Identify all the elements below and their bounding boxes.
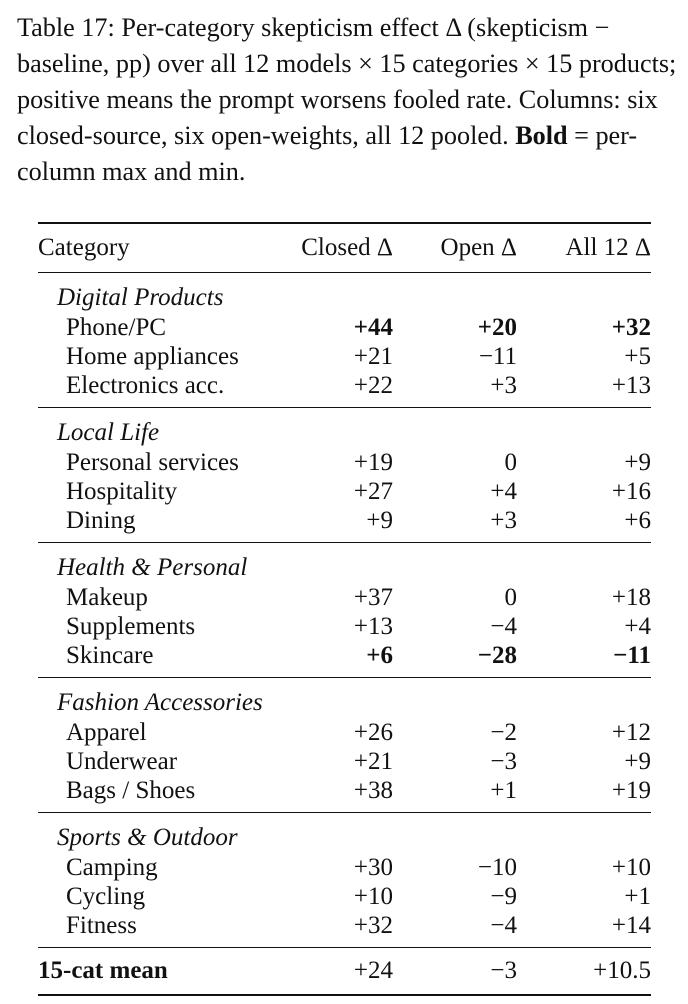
caption-bold-word: Bold — [515, 121, 568, 150]
all-value: +5 — [624, 342, 651, 370]
mean-closed: +24 — [278, 948, 393, 996]
caption-text-after: = per-column max and min. — [17, 121, 638, 186]
row-label: Bags / Shoes — [38, 776, 278, 813]
row-label: Skincare — [38, 641, 278, 678]
table-row — [38, 718, 651, 747]
mean-row — [38, 948, 651, 996]
table-row — [38, 342, 651, 371]
open-value: −4 — [490, 612, 517, 640]
all-value: −11 — [517, 641, 651, 678]
all-value: +12 — [611, 718, 651, 746]
closed-value: +19 — [353, 448, 393, 476]
group-header-row — [38, 678, 651, 719]
all-value: +9 — [624, 747, 651, 775]
table-row — [38, 371, 651, 408]
row-label: Apparel — [66, 718, 147, 746]
table-row — [38, 506, 651, 543]
open-value: −9 — [490, 882, 517, 910]
all-value: +18 — [611, 583, 651, 611]
row-label: Dining — [38, 506, 278, 543]
row-label: Supplements — [66, 612, 196, 640]
all-value: +9 — [624, 448, 651, 476]
group-name: Health & Personal — [57, 554, 248, 581]
closed-value: +37 — [353, 583, 393, 611]
table-row — [38, 776, 651, 813]
table-row — [38, 583, 651, 612]
open-value: −3 — [490, 747, 517, 775]
table-row — [38, 313, 651, 342]
closed-value: +21 — [353, 747, 393, 775]
open-value: −2 — [490, 718, 517, 746]
row-label: Makeup — [66, 583, 148, 611]
table-row — [38, 477, 651, 506]
header-category: Category — [38, 223, 278, 273]
all-value: +16 — [611, 477, 651, 505]
all-value: +6 — [517, 506, 651, 543]
group-header-row — [38, 543, 651, 584]
group-name: Sports & Outdoor — [57, 824, 238, 851]
group-name: Digital Products — [57, 284, 224, 311]
table-body — [38, 273, 651, 948]
closed-value: +9 — [278, 506, 393, 543]
group-header-row — [38, 813, 651, 854]
open-value: −10 — [477, 853, 517, 881]
group-name: Local Life — [57, 419, 160, 446]
closed-value: +32 — [278, 911, 393, 948]
all-value: +19 — [517, 776, 651, 813]
table-row — [38, 882, 651, 911]
table-row — [38, 747, 651, 776]
row-label: Cycling — [66, 882, 146, 910]
open-value: +3 — [393, 506, 517, 543]
closed-value: +38 — [278, 776, 393, 813]
closed-value: +21 — [353, 342, 393, 370]
all-value: +32 — [611, 313, 651, 341]
open-value: +3 — [393, 371, 517, 408]
open-value: −11 — [478, 342, 517, 370]
row-label: Phone/PC — [66, 313, 167, 341]
header-row — [38, 223, 651, 273]
all-value: +13 — [517, 371, 651, 408]
open-value: −28 — [393, 641, 517, 678]
row-label: Personal services — [66, 448, 239, 476]
all-value: +4 — [624, 612, 651, 640]
row-label: Camping — [66, 853, 158, 881]
closed-value: +26 — [353, 718, 393, 746]
all-value: +14 — [517, 911, 651, 948]
group-header-row — [38, 273, 651, 314]
header-open: Open Δ — [393, 223, 517, 273]
closed-value: +22 — [278, 371, 393, 408]
closed-value: +27 — [353, 477, 393, 505]
closed-value: +13 — [353, 612, 393, 640]
all-value: +1 — [624, 882, 651, 910]
header-closed: Closed Δ — [278, 223, 393, 273]
row-label: Hospitality — [66, 477, 178, 505]
row-label: Electronics acc. — [38, 371, 278, 408]
open-value: −4 — [393, 911, 517, 948]
open-value: +20 — [477, 313, 517, 341]
caption-text-before: Table 17: Per-category skepticism effect Δ (skepticism − baseline, pp) over all 12 models × 15 categories × 15 products; positive means the prompt worsens fooled rate. Columns: six closed-source, six open-weights, all 12 pooled. — [17, 13, 677, 150]
group-name: Fashion Accessories — [57, 689, 263, 716]
group-header-row — [38, 408, 651, 449]
closed-value: +10 — [353, 882, 393, 910]
closed-value: +30 — [353, 853, 393, 881]
row-label: Underwear — [66, 747, 178, 775]
skepticism-table — [38, 222, 651, 996]
mean-all: +10.5 — [517, 948, 651, 996]
closed-value: +44 — [353, 313, 393, 341]
table-row — [38, 853, 651, 882]
header-all: All 12 Δ — [517, 223, 651, 273]
table-row — [38, 612, 651, 641]
mean-open: −3 — [393, 948, 517, 996]
all-value: +10 — [611, 853, 651, 881]
open-value: +1 — [393, 776, 517, 813]
open-value: 0 — [504, 448, 517, 476]
closed-value: +6 — [278, 641, 393, 678]
table-caption — [17, 10, 677, 190]
table-row — [38, 448, 651, 477]
table-row — [38, 911, 651, 948]
open-value: 0 — [504, 583, 517, 611]
mean-label: 15-cat mean — [38, 948, 278, 996]
open-value: +4 — [490, 477, 517, 505]
table-row — [38, 641, 651, 678]
row-label: Fitness — [38, 911, 278, 948]
row-label: Home appliances — [66, 342, 239, 370]
